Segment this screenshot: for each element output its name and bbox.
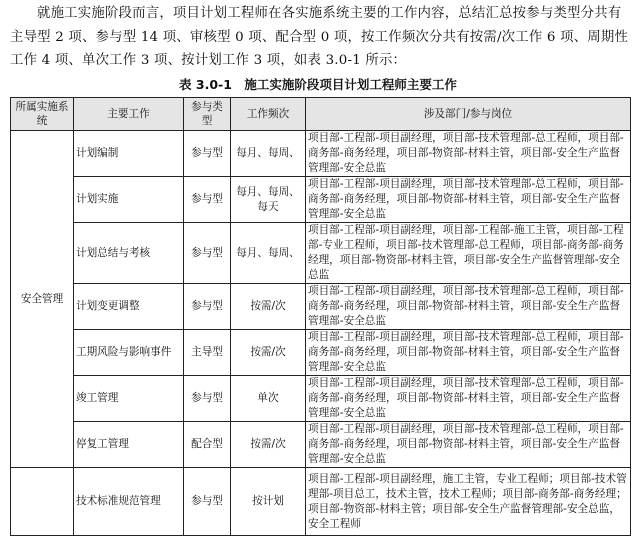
type-cell: 参与型 — [184, 284, 231, 330]
departments-cell: 项目部-工程部-项目副经理，项目部-工程部-施工主管，项目部-工程部-专业工程师，项目部-技术管理部-总工程师，项目部-商务部-商务经理，项目部-物资部-材料主管，项目部-安全生产监督管理部-安全总监 — [306, 223, 631, 284]
work-cell: 竣工管理 — [74, 376, 184, 422]
table-row — [11, 330, 631, 376]
table-header-row — [11, 98, 631, 131]
table-row — [11, 284, 631, 330]
type-cell: 参与型 — [184, 376, 231, 422]
table-title: 表 3.0-1 施工实施阶段项目计划工程师主要工作 — [179, 77, 457, 92]
work-cell: 计划编制 — [74, 131, 184, 177]
type-cell: 参与型 — [184, 131, 231, 177]
frequency-cell: 每月、每周、每天 — [231, 177, 306, 223]
work-cell: 技术标准规范管理 — [74, 468, 184, 536]
header-frequency: 工作频次 — [231, 98, 306, 131]
table-row — [11, 177, 631, 223]
frequency-cell: 单次 — [231, 376, 306, 422]
table-row — [11, 131, 631, 177]
type-cell: 主导型 — [184, 330, 231, 376]
frequency-cell: 按需/次 — [231, 422, 306, 468]
header-departments: 涉及部门/参与岗位 — [306, 98, 631, 131]
header-work: 主要工作 — [74, 98, 184, 131]
header-type: 参与类型 — [184, 98, 231, 131]
departments-cell: 项目部-工程部-项目副经理，施工主管，专业工程师；项目部-技术管理部-项目总工，技术主管，技术工程师；项目部-商务部-商务经理；项目部-物资部-材料主管；项目部-安全生产监督管理部-安全总监，安全工程师 — [306, 468, 631, 536]
table-row — [11, 468, 631, 536]
table-row — [11, 422, 631, 468]
work-cell: 计划变更调整 — [74, 284, 184, 330]
table-row — [11, 376, 631, 422]
frequency-cell: 每月、每周、 — [231, 131, 306, 177]
departments-cell: 项目部-工程部-项目副经理，项目部-技术管理部-总工程师，项目部-商务部-商务经理，项目部-物资部-材料主管，项目部-安全生产监督管理部-安全总监 — [306, 177, 631, 223]
frequency-cell: 按计划 — [231, 468, 306, 536]
work-cell: 计划实施 — [74, 177, 184, 223]
frequency-cell: 按需/次 — [231, 284, 306, 330]
header-system: 所属实施系统 — [11, 98, 74, 131]
departments-cell: 项目部-工程部-项目副经理，项目部-技术管理部-总工程师，项目部-商务部-商务经理，项目部-物资部-材料主管，项目部-安全生产监督管理部-安全总监 — [306, 422, 631, 468]
departments-cell: 项目部-工程部-项目副经理，项目部-技术管理部-总工程师，项目部-商务部-商务经理，项目部-物资部-材料主管，项目部-安全生产监督管理部-安全总监 — [306, 330, 631, 376]
frequency-cell: 按需/次 — [231, 330, 306, 376]
type-cell: 参与型 — [184, 468, 231, 536]
intro-paragraph: 就施工实施阶段而言，项目计划工程师在各实施系统主要的工作内容，总结汇总按参与类型分共有主导型 2 项、参与型 14 项、审核型 0 项、配合型 0 项，按工作频次分共有按需/次工作 6 项、周期性工作 4 项、单次工作 3 项、按计划工作 3 项，如表 3.0-1 所示： — [10, 6, 629, 68]
departments-cell: 项目部-工程部-项目副经理，项目部-技术管理部-总工程师，项目部-商务部-商务经理，项目部-物资部-材料主管，项目部-安全生产监督管理部-安全总监 — [306, 284, 631, 330]
frequency-cell: 每月、每周、 — [231, 223, 306, 284]
work-cell: 停复工管理 — [74, 422, 184, 468]
type-cell: 参与型 — [184, 177, 231, 223]
work-cell: 计划总结与考核 — [74, 223, 184, 284]
system-cell — [11, 468, 74, 536]
type-cell: 配合型 — [184, 422, 231, 468]
departments-cell: 项目部-工程部-项目副经理，项目部-技术管理部-总工程师，项目部-商务部-商务经理，项目部-物资部-材料主管，项目部-安全生产监督管理部-安全总监 — [306, 131, 631, 177]
table-row — [11, 223, 631, 284]
work-table — [10, 97, 631, 536]
type-cell: 参与型 — [184, 223, 231, 284]
departments-cell: 项目部-工程部-项目副经理，项目部-技术管理部-总工程师，项目部-商务部-商务经理，项目部-物资部-材料主管，项目部-安全生产监督管理部-安全总监 — [306, 376, 631, 422]
system-cell: 安全管理 — [11, 131, 74, 468]
work-cell: 工期风险与影响事件 — [74, 330, 184, 376]
